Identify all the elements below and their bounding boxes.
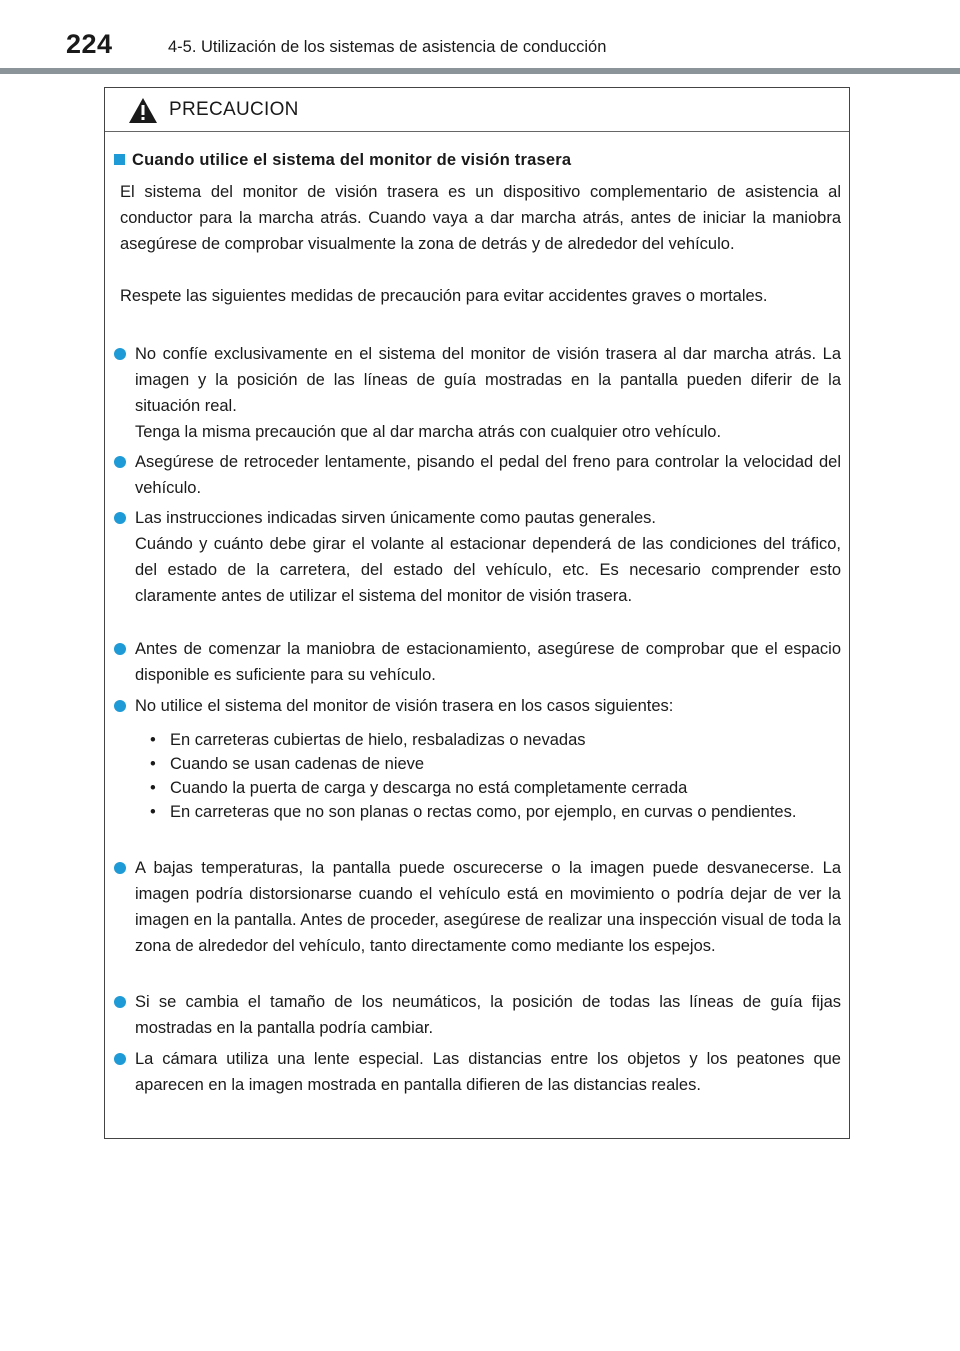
list-item: [114, 341, 841, 445]
sub-list-item: • En carreteras que no son planas o rectas como, por ejemplo, en curvas o pendientes.: [150, 803, 797, 821]
list-item-text: Cuándo y cuánto debe girar el volante al estacionar dependerá de las condiciones del tráfico, del estado de la carretera, del estado del vehículo, etc. Es necesario comprender esto claramente antes de utilizar el sistema del monitor de visión trasera.: [135, 535, 841, 605]
round-bullet-icon: [114, 1053, 126, 1065]
list-item-text: Tenga la misma precaución que al dar marcha atrás con cualquier otro vehículo.: [135, 423, 722, 441]
caution-header: [105, 88, 849, 132]
round-bullet-icon: [114, 862, 126, 874]
round-bullet-icon: [114, 512, 126, 524]
section-title: 4-5. Utilización de los sistemas de asistencia de conducción: [168, 38, 607, 56]
list-item-text: Asegúrese de retroceder lentamente, pisando el pedal del freno para controlar la velocidad del vehículo.: [135, 453, 841, 497]
round-bullet-icon: [114, 996, 126, 1008]
list-item-text: Las instrucciones indicadas sirven únicamente como pautas generales.: [135, 509, 656, 527]
sub-list-item: • En carreteras cubiertas de hielo, resbaladizas o nevadas: [150, 731, 586, 749]
sub-list: [150, 728, 841, 824]
list-item-text: Antes de comenzar la maniobra de estacionamiento, asegúrese de comprobar que el espacio disponible es suficiente para su vehículo.: [135, 640, 841, 684]
page-number: 224: [66, 29, 113, 59]
list-item: [114, 449, 841, 501]
caution-heading-text: Cuando utilice el sistema del monitor de visión trasera: [132, 151, 572, 169]
round-bullet-icon: [114, 456, 126, 468]
caution-heading: [114, 147, 834, 173]
round-bullet-icon: [114, 643, 126, 655]
list-item-text: Si se cambia el tamaño de los neumáticos, la posición de todas las líneas de guía fijas mostradas en la pantalla podría cambiar.: [135, 993, 841, 1037]
intro-paragraph: El sistema del monitor de visión trasera es un dispositivo complementario de asistencia al conductor para la marcha atrás. Cuando vaya a dar marcha atrás, antes de iniciar la maniobra asegúrese de comprobar visualmente la zona de detrás y de alrededor del vehículo.: [120, 183, 841, 253]
square-bullet-icon: [114, 154, 125, 165]
round-bullet-icon: [114, 348, 126, 360]
list-item: [114, 1046, 841, 1098]
list-item: [114, 505, 841, 609]
sub-list-item: • Cuando se usan cadenas de nieve: [150, 755, 425, 773]
list-item-text: A bajas temperaturas, la pantalla puede oscurecerse o la imagen puede desvanecerse. La imagen podría distorsionarse cuando el vehículo está en movimiento o podría dejar de ver la imagen en la pantalla. Antes de proceder, asegúrese de realizar una inspección visual de toda la zona de alrededor del vehículo, tanto directamente como mediante los espejos.: [135, 859, 841, 955]
intro-paragraph: Respete las siguientes medidas de precaución para evitar accidentes graves o mortales.: [120, 287, 768, 305]
list-item: [114, 693, 841, 719]
list-item-text: No utilice el sistema del monitor de visión trasera en los casos siguientes:: [135, 697, 674, 715]
caution-box: [104, 87, 850, 1139]
round-bullet-icon: [114, 700, 126, 712]
sub-list-item: • Cuando la puerta de carga y descarga no está completamente cerrada: [150, 779, 688, 797]
list-item: [114, 636, 841, 688]
warning-triangle-icon: [128, 97, 158, 124]
page-header: [0, 0, 960, 76]
list-item-text: No confíe exclusivamente en el sistema del monitor de visión trasera al dar marcha atrás. La imagen y la posición de las líneas de guía mostradas en la pantalla pueden diferir de la situación real.: [135, 345, 841, 415]
header-divider: [0, 68, 960, 74]
list-item-text: La cámara utiliza una lente especial. Las distancias entre los objetos y los peatones que aparecen en la imagen mostrada en pantalla difieren de las distancias reales.: [135, 1050, 841, 1094]
list-item: [114, 989, 841, 1041]
list-item: [114, 855, 841, 959]
caution-title: PRECAUCION: [169, 99, 299, 120]
